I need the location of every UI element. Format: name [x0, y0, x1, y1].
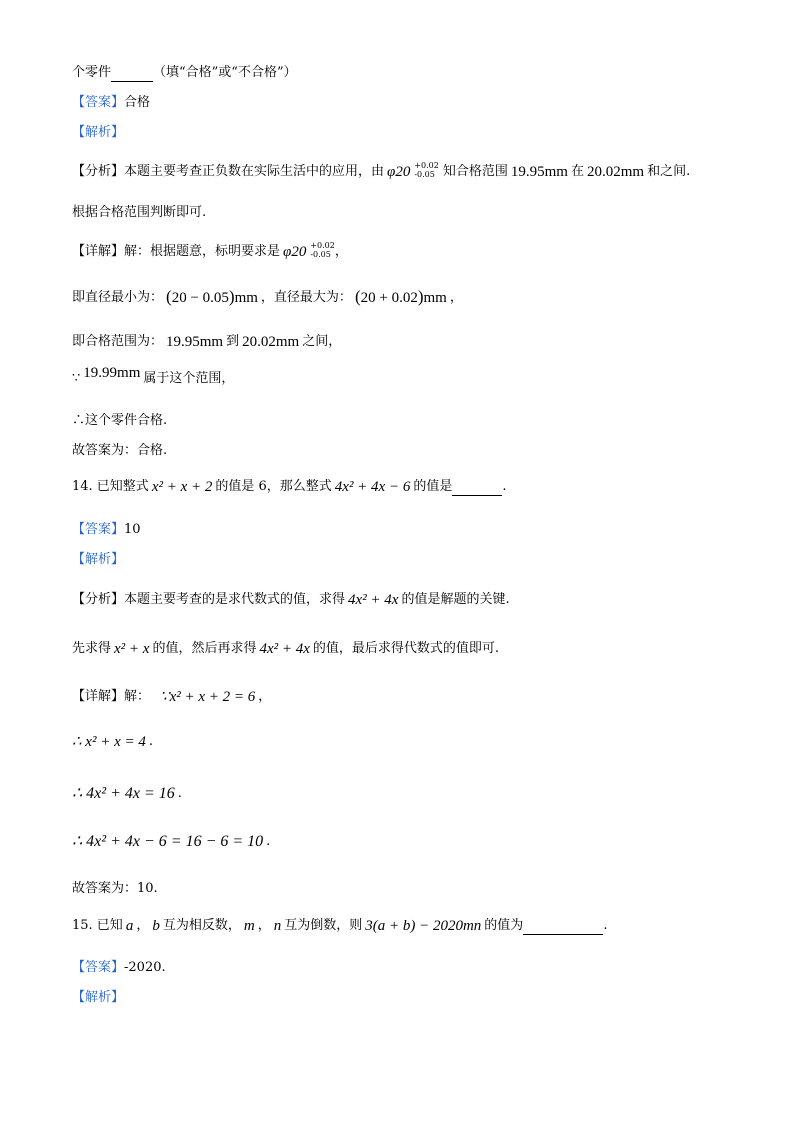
- min-max-line: [72, 288, 463, 307]
- answer-tag: 【答案】: [72, 522, 125, 537]
- analysis-tag: 【解析】: [72, 125, 125, 140]
- final-answer: 故答案为：合格.: [72, 443, 168, 458]
- fenxi-line: [72, 640, 499, 658]
- analysis-tag: 【解析】: [72, 552, 125, 567]
- question-text: 个零件: [72, 65, 112, 80]
- math-step: ∵x² + x + 2 = 6: [160, 689, 256, 705]
- math-value: 19.95mm: [166, 334, 224, 350]
- step-line: [72, 733, 153, 751]
- q15-question-line: [72, 917, 607, 935]
- answer-text: -2020.: [124, 960, 166, 975]
- fenxi-text: 和之间.: [647, 164, 691, 179]
- step-line: [72, 785, 182, 803]
- punctuation: ，: [257, 918, 271, 933]
- xiangjie-line: [72, 243, 348, 261]
- range-line: [72, 333, 341, 351]
- var-m: m: [243, 918, 255, 934]
- question-text: 15. 已知: [72, 918, 123, 933]
- fenxi-text: 知合格范围: [442, 164, 508, 179]
- question-text: 的值是: [413, 479, 453, 494]
- fenxi-line: [72, 204, 206, 222]
- analysis-heading: [72, 124, 124, 142]
- math-expr: x² + x + 2: [151, 479, 213, 495]
- question-text: 的值为: [484, 918, 524, 933]
- punctuation: .: [266, 834, 271, 849]
- fenxi-text: 本题主要考查的是求代数式的值，求得: [124, 592, 346, 607]
- because-line: [72, 365, 235, 388]
- tolerance-values: +0.02 -0.05: [310, 241, 335, 259]
- punctuation: .: [148, 734, 153, 749]
- punctuation: .: [502, 479, 507, 494]
- math-expr: 3(a + b) − 2020mn: [365, 918, 482, 934]
- answer-tag: 【答案】: [72, 960, 125, 975]
- math-expr: 4x² + 4x: [348, 592, 399, 608]
- q13-question-line: [72, 64, 297, 82]
- answer-line: [72, 959, 166, 977]
- step-text: 即合格范围为：: [72, 334, 164, 349]
- math-value: 20.02mm: [242, 334, 300, 350]
- xiangjie-text: 解：: [124, 689, 151, 704]
- fenxi-line: [72, 591, 510, 609]
- step-text: 之间，: [302, 334, 342, 349]
- punctuation: ，: [334, 244, 348, 259]
- math-expr: 4x² + 4x − 6: [334, 479, 411, 495]
- fenxi-text: 本题主要考查正负数在实际生活中的应用，由: [124, 164, 385, 179]
- fenxi-text: 在: [570, 164, 584, 179]
- tolerance-expr: φ20: [387, 164, 411, 180]
- step-text: 到: [226, 334, 240, 349]
- question-text: 14. 已知整式: [72, 479, 149, 494]
- final-answer: 故答案为：10.: [72, 881, 158, 896]
- step-text: 属于这个范围，: [143, 371, 235, 386]
- var-a: a: [125, 918, 134, 934]
- var-b: b: [152, 918, 160, 934]
- fenxi-tag: 【分析】: [72, 592, 125, 607]
- var-n: n: [273, 918, 282, 934]
- math-expr: (20 − 0.05)mm: [166, 287, 258, 306]
- step-text: ，直径最大为：: [260, 290, 352, 305]
- tolerance-values: +0.02 -0.05: [414, 161, 439, 179]
- math-value: 19.99mm: [83, 365, 141, 381]
- punctuation: ，: [449, 290, 463, 305]
- fenxi-tag: 【分析】: [72, 164, 125, 179]
- answer-line: [72, 521, 141, 539]
- answer-line: [72, 94, 150, 112]
- answer-text: 10: [124, 522, 141, 537]
- math-value: 20.02mm: [586, 164, 645, 180]
- tolerance-expr: φ20: [283, 244, 307, 260]
- math-value: 19.95mm: [510, 164, 568, 180]
- analysis-tag: 【解析】: [72, 990, 125, 1005]
- answer-blank: [452, 481, 502, 496]
- fenxi-line: [72, 163, 690, 181]
- xiangjie-tag: 【详解】: [72, 689, 125, 704]
- question-text: 的值是 6，那么整式: [215, 479, 332, 494]
- answer-text: 合格: [124, 95, 151, 110]
- step-text: 即直径最小为：: [72, 290, 164, 305]
- therefore-line: [72, 412, 167, 430]
- final-answer-line: [72, 880, 158, 898]
- xiangjie-line: [72, 688, 271, 706]
- xiangjie-text: 解：根据题意，标明要求是: [124, 244, 281, 259]
- answer-blank: [523, 920, 603, 935]
- punctuation: .: [177, 786, 182, 801]
- answer-tag: 【答案】: [72, 95, 125, 110]
- math-step: ∴ 4x² + 4x = 16: [72, 785, 175, 802]
- math-step: ∴ 4x² + 4x − 6 = 16 − 6 = 10: [72, 833, 264, 850]
- punctuation: ，: [258, 689, 272, 704]
- q14-question-line: [72, 478, 507, 496]
- analysis-heading: [72, 551, 124, 569]
- step-text: ∴这个零件合格.: [72, 413, 168, 428]
- fenxi-text: 的值，然后再求得: [152, 641, 257, 656]
- math-expr: x² + x: [114, 641, 150, 657]
- math-expr: (20 + 0.02)mm: [354, 287, 447, 306]
- step-line: [72, 833, 270, 851]
- fenxi-text: 根据合格范围判断即可.: [72, 205, 207, 220]
- answer-blank: [111, 67, 153, 82]
- math-step: ∴ x² + x = 4: [72, 734, 146, 750]
- because-symbol: ∵: [72, 371, 81, 386]
- xiangjie-tag: 【详解】: [72, 244, 125, 259]
- question-text: 互为倒数，则: [284, 918, 363, 933]
- question-text: （填“合格”或“不合格”）: [153, 65, 297, 80]
- fenxi-text: 的值，最后求得代数式的值即可.: [312, 641, 500, 656]
- punctuation: .: [603, 918, 608, 933]
- final-answer-line: [72, 442, 167, 460]
- analysis-heading: [72, 989, 124, 1007]
- question-text: 互为相反数，: [162, 918, 241, 933]
- punctuation: ，: [136, 918, 150, 933]
- fenxi-text: 的值是解题的关键.: [401, 592, 510, 607]
- math-expr: 4x² + 4x: [259, 641, 310, 657]
- fenxi-text: 先求得: [72, 641, 112, 656]
